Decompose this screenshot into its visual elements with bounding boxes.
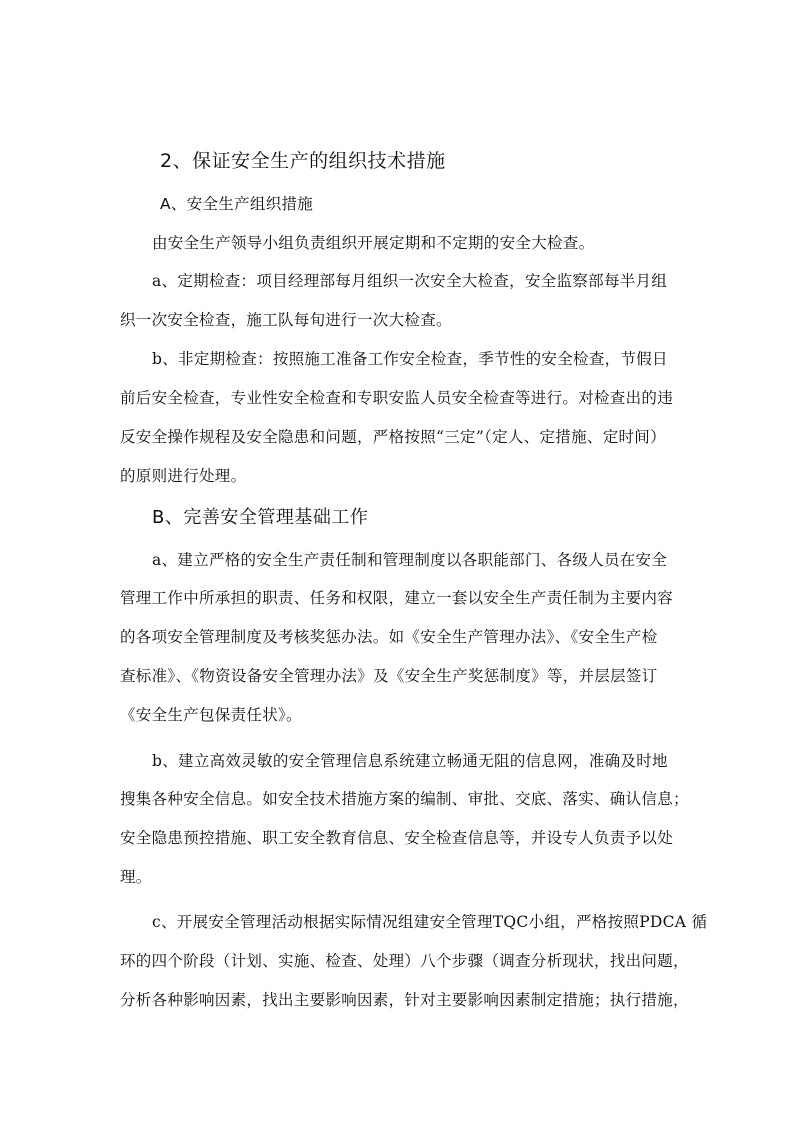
paragraph-line: 环的四个阶段（计划、实施、检查、处理）八个步骤（调查分析现状，找出问题， <box>120 952 689 970</box>
paragraph-line: 理。 <box>120 868 152 886</box>
section-heading: 2、保证安全生产的组织技术措施 <box>160 150 446 172</box>
subsection-a-title: A、安全生产组织措施 <box>160 195 314 213</box>
paragraph-line: 搜集各种安全信息。如安全技术措施方案的编制、审批、交底、落实、确认信息； <box>120 790 689 808</box>
paragraph-line: 反安全操作规程及安全隐患和问题，严格按照“三定”（定人、定措施、定时间） <box>120 428 666 446</box>
paragraph-line: 的各项安全管理制度及考核奖惩办法。如《安全生产管理办法》、《安全生产检 <box>120 628 658 646</box>
paragraph-line: b、建立高效灵敏的安全管理信息系统建立畅通无阻的信息网，准确及时地 <box>152 752 668 770</box>
paragraph-line: 管理工作中所承担的职责、任务和权限，建立一套以安全生产责任制为主要内容 <box>120 589 674 607</box>
paragraph-line: a、建立严格的安全生产责任制和管理制度以各职能部门、各级人员在安全 <box>152 551 668 569</box>
paragraph-line: 分析各种影响因素，找出主要影响因素，针对主要影响因素制定措施；执行措施， <box>120 991 689 1009</box>
paragraph-line: 的原则进行处理。 <box>120 467 247 485</box>
paragraph-line: 查标准》、《物资设备安全管理办法》及《安全生产奖惩制度》等，并层层签订 <box>120 667 658 685</box>
paragraph-line: 织一次安全检查，施工队每旬进行一次大检查。 <box>120 311 452 329</box>
paragraph-line: c、开展安全管理活动根据实际情况组建安全管理TQC小组，严格按照PDCA 循 <box>152 913 708 931</box>
paragraph-line: 前后安全检查，专业性安全检查和专职安监人员安全检查等进行。对检查出的违 <box>120 389 674 407</box>
paragraph-line: a、定期检查：项目经理部每月组织一次安全大检查，安全监察部每半月组 <box>152 272 668 290</box>
subsection-a-intro: 由安全生产领导小组负责组织开展定期和不定期的安全大检查。 <box>152 234 595 252</box>
paragraph-line: b、非定期检查：按照施工准备工作安全检查，季节性的安全检查，节假日 <box>152 350 668 368</box>
paragraph-line: 安全隐患预控措施、职工安全教育信息、安全检查信息等，并设专人负责予以处 <box>120 829 674 847</box>
subsection-b-title: B、完善安全管理基础工作 <box>152 507 369 528</box>
paragraph-line: 《安全生产包保责任状》。 <box>120 706 302 724</box>
